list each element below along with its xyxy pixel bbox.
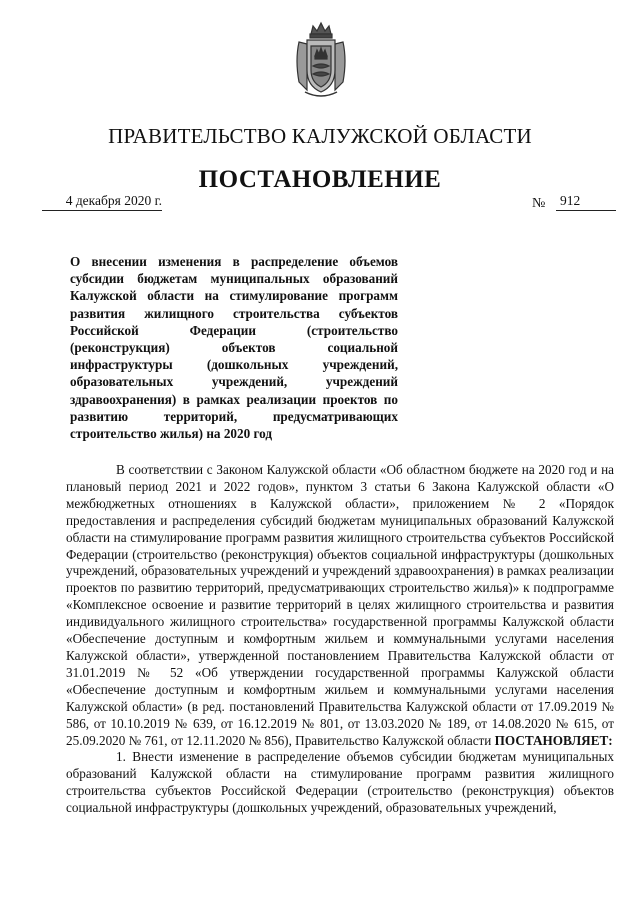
document-date: 4 декабря 2020 г.	[42, 193, 162, 211]
document-number: 912	[556, 193, 616, 211]
preamble-text: В соответствии с Законом Калужской области «Об областном бюджете на 2020 год и на плановый период 2021 и 2022 годов», пунктом 3 статьи 6 Закона Калужской области «О межбюджетных отношениях в Калужской области», приложением № 2 «Порядок предоставления и распределения субсидий бюджетам муниципальных образований Калужской области на стимулирование программ развития жилищного строительства субъектов Российской Федерации (строительство (реконструкция) объектов социальной инфраструктуры (дошкольных учреждений, образовательных учреждений и учреждений здравоохранения) в рамках реализации проектов по развитию территорий, предусматривающих строительство жилья)» к подпрограмме «Комплексное освоение и развитие территорий в целях жилищного строительства и развития индивидуального жилищного строительства» государственной программы Калужской области «Обеспечение доступным и комфортным жильем и коммунальными услугами населения Калужской области», утвержденной постановлением Правительства Калужской области от 31.01.2019 № 52 «Об утверждении государственной программы Калужской области «Обеспечение доступным и комфортным жильем и коммунальными услугами населения Калужской области» (в ред. постановлений Правительства Калужской области от 17.09.2019 № 586, от 10.10.2019 № 639, от 16.12.2019 № 801, от 13.03.2020 № 189, от 14.08.2020 № 615, от 25.09.2020 № 761, от 12.11.2020 № 856), Правительство Калужской области	[66, 462, 614, 748]
document-subject: О внесении изменения в распределение объемов субсидии бюджетам муниципальных образований Калужской области на стимулирование программ развития жилищного строительства субъектов Российской Федерации (строительство (реконструкция) объектов социальной инфраструктуры (дошкольных учреждений, образовательных учреждений, учреждений здравоохранения) в рамках реализации проектов по развитию территорий, предусматривающих строительство жилья) на 2020 год	[70, 254, 398, 442]
number-label: №	[532, 196, 546, 211]
item-1-paragraph: 1. Внести изменение в распределение объемов субсидии бюджетам муниципальных образований Калужской области на стимулирование программ развития жилищного строительства субъектов Российской Федерации (строительство (реконструкция) объектов социальной инфраструктуры (дошкольных учреждений, образовательных учреждений,	[66, 749, 614, 816]
government-title: ПРАВИТЕЛЬСТВО КАЛУЖСКОЙ ОБЛАСТИ	[108, 124, 532, 148]
resolves-text: ПОСТАНОВЛЯЕТ:	[494, 732, 613, 748]
document-body	[66, 462, 614, 817]
kaluga-coat-of-arms-icon	[291, 20, 351, 100]
preamble-paragraph	[66, 462, 614, 749]
document-type: ПОСТАНОВЛЕНИЕ	[198, 166, 442, 193]
